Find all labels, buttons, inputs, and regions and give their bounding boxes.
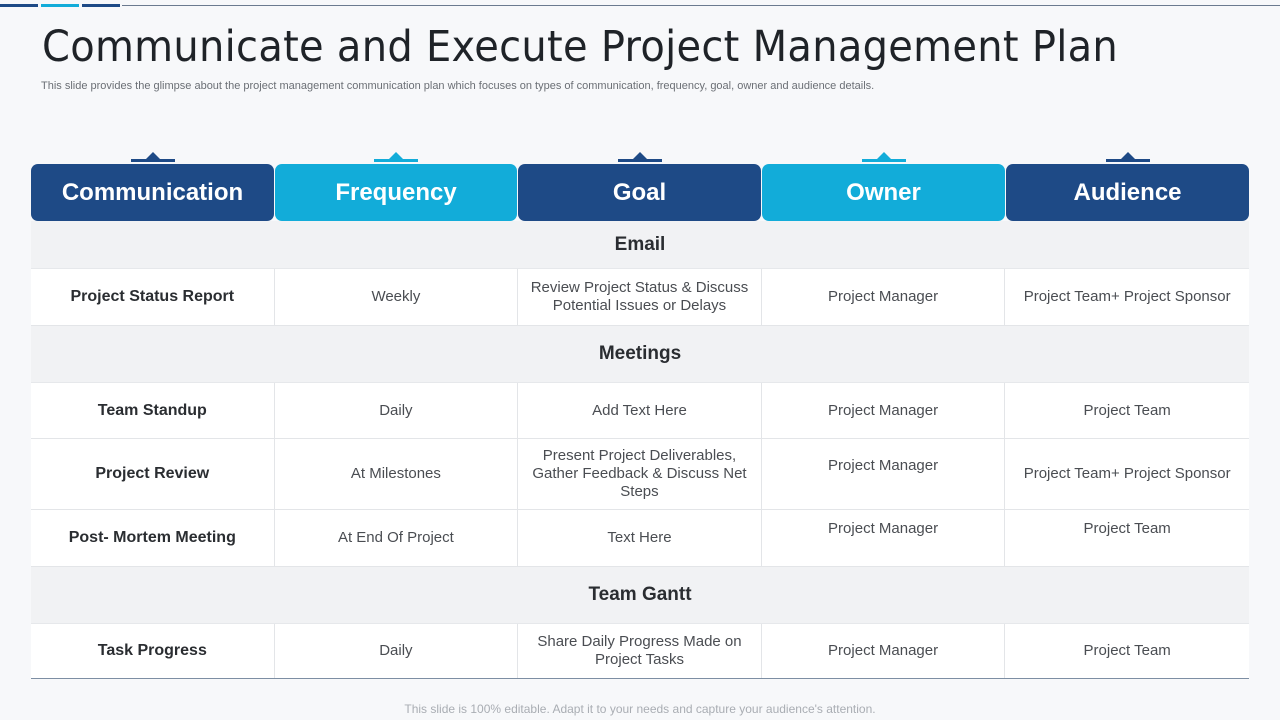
cell-communication: Project Review — [31, 439, 275, 509]
header-label: Owner — [846, 178, 921, 206]
header-communication — [31, 164, 274, 221]
slide-subtitle: This slide provides the glimpse about the project management communication plan which focuses on types of communication, frequency, goal, owner and audience details. — [41, 80, 875, 92]
section-label: Meetings — [598, 343, 682, 364]
header-label: Audience — [1073, 178, 1182, 206]
table-row — [31, 624, 1249, 678]
header-owner — [762, 164, 1005, 221]
cell-owner: Project Manager — [762, 510, 1006, 566]
header-label: Frequency — [335, 178, 457, 206]
section-label: Email — [614, 233, 666, 255]
pointer-marker — [131, 152, 175, 162]
table-row — [31, 510, 1249, 567]
table-bottom-rule — [31, 678, 1249, 679]
cell-communication: Project Status Report — [31, 269, 275, 325]
header-goal — [518, 164, 761, 221]
header-label: Goal — [612, 178, 667, 206]
cell-audience: Project Team — [1083, 401, 1171, 419]
section-label: Team Gantt — [588, 584, 692, 605]
pointer-marker — [862, 152, 906, 162]
section-row-meetings — [31, 326, 1249, 383]
cell-audience: Project Team+ Project Sponsor — [1023, 288, 1231, 305]
table-row — [31, 439, 1249, 510]
cell-frequency: At End Of Project — [275, 510, 519, 566]
cell-audience: Project Team — [1083, 642, 1171, 659]
cell-communication: Task Progress — [31, 624, 275, 678]
cell-owner: Project Manager — [762, 383, 1006, 438]
cell-goal: Share Daily Progress Made on Project Tasks — [518, 624, 762, 678]
cell-audience: Project Team+ Project Sponsor — [1023, 465, 1231, 482]
slide-footer-note: This slide is 100% editable. Adapt it to your needs and capture your audience's attention. — [404, 702, 876, 716]
cell-goal: Review Project Status & Discuss Potential Issues or Delays — [518, 269, 762, 325]
cell-frequency: At Milestones — [275, 439, 519, 509]
cell-owner: Project Manager — [762, 439, 1006, 509]
cell-frequency: Weekly — [275, 269, 519, 325]
section-row-email — [31, 221, 1249, 269]
top-accent-bar — [0, 4, 1280, 6]
cell-goal: Present Project Deliverables, Gather Feedback & Discuss Net Steps — [518, 439, 762, 509]
cell-frequency: Daily — [275, 383, 519, 438]
cell-goal: Add Text Here — [518, 383, 762, 438]
slide-title: Communicate and Execute Project Management Plan — [42, 22, 1119, 72]
cell-goal: Text Here — [518, 510, 762, 566]
cell-audience: Project Team — [1083, 520, 1171, 537]
pointer-marker — [618, 152, 662, 162]
cell-frequency: Daily — [275, 624, 519, 678]
table-header — [31, 164, 1249, 221]
section-row-team-gantt — [31, 567, 1249, 624]
pointer-marker — [1106, 152, 1150, 162]
cell-communication: Team Standup — [31, 383, 275, 438]
cell-communication: Post- Mortem Meeting — [31, 510, 275, 566]
table-row — [31, 383, 1249, 439]
table-row — [31, 269, 1249, 326]
cell-owner: Project Manager — [762, 269, 1006, 325]
header-frequency — [275, 164, 517, 221]
header-audience — [1006, 164, 1249, 221]
cell-owner: Project Manager — [762, 624, 1006, 678]
pointer-marker — [374, 152, 418, 162]
header-label: Communication — [61, 178, 244, 206]
